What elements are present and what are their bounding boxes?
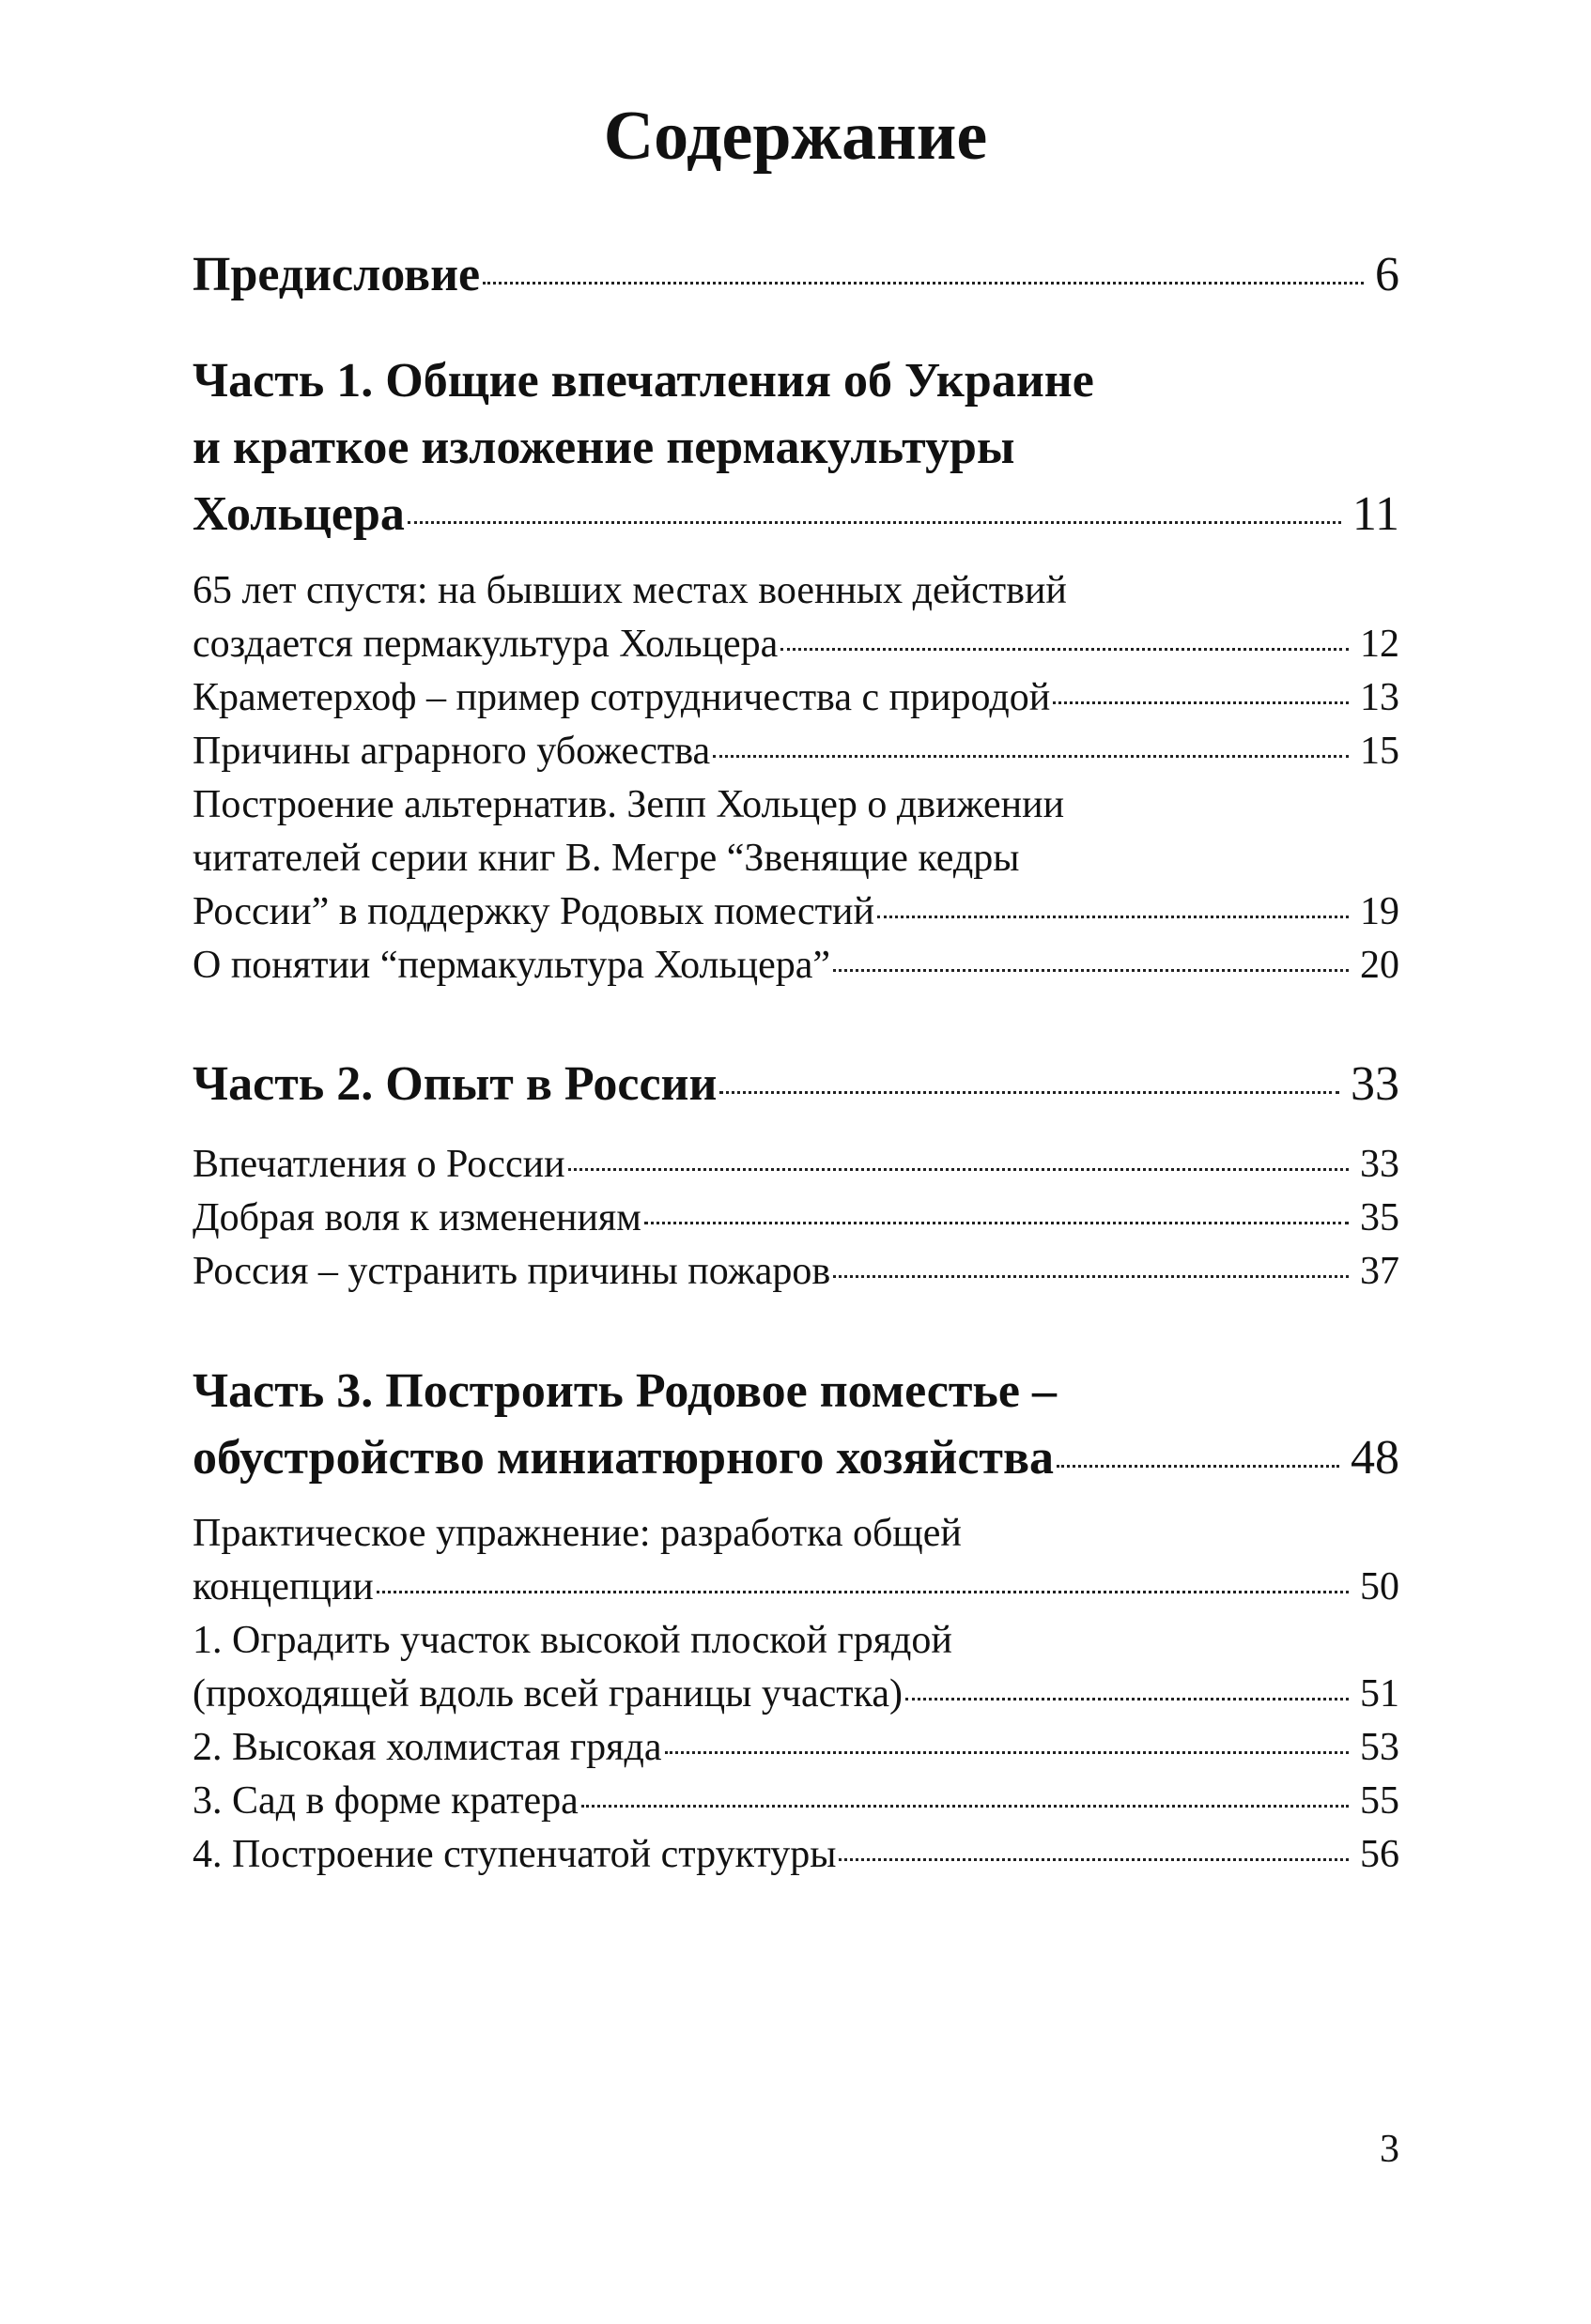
toc-entry-section: [193, 943, 1399, 996]
toc-entry-section: [193, 1195, 1399, 1249]
toc-entry-text: Хольцера: [193, 487, 405, 541]
toc-page-number: 20: [1360, 944, 1399, 987]
dot-leader: [1057, 1465, 1339, 1468]
toc-entry-section: [193, 782, 1399, 943]
toc-entry-part-3: [193, 1363, 1399, 1497]
toc-entry-section: [193, 1511, 1399, 1618]
toc-entry-text: читателей серии книг В. Мегре “Звенящие кедры: [193, 837, 1020, 880]
dot-leader: [568, 1168, 1349, 1171]
toc-entry-text: Добрая воля к изменениям: [193, 1196, 641, 1239]
toc-title: Содержание: [603, 98, 988, 175]
toc-entry-text: Часть 1. Общие впечатления об Украине: [193, 354, 1094, 408]
toc-entry-section: [193, 1618, 1399, 1725]
toc-page-number: 35: [1360, 1196, 1399, 1239]
dot-leader: [713, 755, 1349, 758]
toc-entry-text: Россия – устранить причины пожаров: [193, 1250, 831, 1293]
toc-page-number: 19: [1360, 890, 1399, 933]
toc-page-number: 51: [1360, 1672, 1399, 1716]
toc-page-number: 56: [1360, 1833, 1399, 1876]
toc-entry-section: [193, 1725, 1399, 1778]
toc-entry-text: Часть 3. Построить Родовое поместье –: [193, 1364, 1058, 1418]
toc-entry-section: [193, 729, 1399, 782]
toc-page-number: 15: [1360, 730, 1399, 773]
toc-entry-text: и краткое изложение пермакультуры: [193, 421, 1015, 474]
toc-entry-section: [193, 1778, 1399, 1832]
toc-entry-text: 2. Высокая холмистая гряда: [193, 1726, 662, 1769]
toc-entry-text: Практическое упражнение: разработка общей: [193, 1512, 962, 1555]
toc-entry-text: Краметерхоф – пример сотрудничества с природой: [193, 676, 1051, 719]
toc-page-number: 37: [1360, 1250, 1399, 1293]
toc-page-number: 6: [1375, 248, 1399, 301]
dot-leader: [1053, 701, 1349, 704]
toc-entry-text: 1. Оградить участок высокой плоской грядой: [193, 1619, 952, 1662]
toc-entry-text: Предисловие: [193, 248, 481, 301]
toc-entry-text: России” в поддержку Родовых поместий: [193, 890, 874, 933]
dot-leader: [644, 1222, 1349, 1224]
toc-entry-text: Построение альтернатив. Зепп Хольцер о движении: [193, 783, 1065, 826]
toc-entry-text: (проходящей вдоль всей границы участка): [193, 1672, 903, 1716]
toc-entry-section: [193, 1832, 1399, 1885]
toc-entry-text: создается пермакультура Хольцера: [193, 623, 779, 666]
toc-page-number: 11: [1352, 487, 1399, 541]
dot-leader: [780, 648, 1349, 651]
dot-leader: [833, 969, 1349, 972]
dot-leader: [839, 1858, 1349, 1861]
toc-entry-section: [193, 675, 1399, 729]
toc-entry-preface: [193, 247, 1399, 314]
dot-leader: [719, 1091, 1339, 1094]
toc-entry-text: концепции: [193, 1565, 374, 1608]
toc-entry-part-1: [193, 353, 1399, 553]
toc-page-number: 48: [1351, 1431, 1399, 1485]
toc-entry-part-2: [193, 1056, 1399, 1123]
toc-page-number: 12: [1360, 623, 1399, 666]
dot-leader: [877, 916, 1349, 918]
toc-entry-text: 3. Сад в форме кратера: [193, 1779, 579, 1823]
toc-page-number: 33: [1360, 1143, 1399, 1186]
page-number: 3: [1380, 2128, 1399, 2171]
toc-page-number: 55: [1360, 1779, 1399, 1823]
dot-leader: [833, 1275, 1349, 1278]
toc-page-number: 53: [1360, 1726, 1399, 1769]
toc-page-number: 33: [1351, 1057, 1399, 1111]
toc-entry-text: Впечатления о России: [193, 1143, 565, 1186]
toc-entry-section: [193, 1142, 1399, 1195]
toc-entry-section: [193, 568, 1399, 675]
dot-leader: [377, 1591, 1349, 1593]
toc-entry-section: [193, 1249, 1399, 1302]
toc-page-number: 50: [1360, 1565, 1399, 1608]
dot-leader: [665, 1751, 1350, 1754]
toc-entry-text: 65 лет спустя: на бывших местах военных действий: [193, 569, 1067, 612]
toc-entry-text: Часть 2. Опыт в России: [193, 1057, 718, 1111]
dot-leader: [483, 282, 1364, 285]
toc-entry-text: обустройство миниатюрного хозяйства: [193, 1431, 1055, 1485]
dot-leader: [905, 1698, 1349, 1701]
dot-leader: [581, 1805, 1349, 1808]
toc-entry-text: О понятии “пермакультура Хольцера”: [193, 944, 831, 987]
toc-entry-text: Причины аграрного убожества: [193, 730, 711, 773]
toc-entry-text: 4. Построение ступенчатой структуры: [193, 1833, 837, 1876]
toc-page-number: 13: [1360, 676, 1399, 719]
dot-leader: [408, 521, 1341, 524]
